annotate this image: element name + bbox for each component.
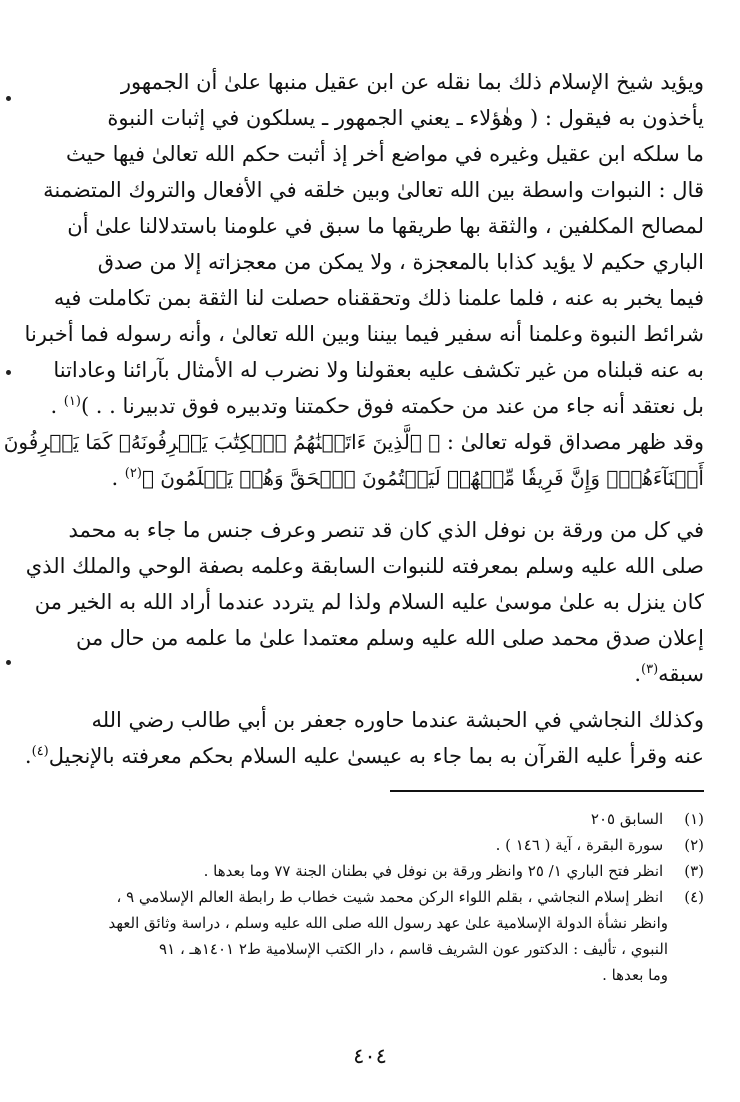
- footnote-3: [72, 858, 704, 884]
- text-line-last: [24, 738, 704, 774]
- footnote-4: [72, 884, 704, 910]
- quran-verse: ﴿ ٱلَّذِينَ ءَاتَيۡنَٰهُمُ ٱلۡكِتَٰبَ يَعۡرِفُونَهُۥ كَمَا يَعۡرِفُونَ: [3, 430, 441, 454]
- text-line: لمصالح المكلفين ، والثقة بها طريقها ما سبق في علومنا باستدلالنا علىٰ أن: [67, 214, 704, 238]
- paragraph-1: [24, 64, 704, 424]
- text-line: كان ينزل به علىٰ موسىٰ عليه السلام ولذا لم يتردد عندما أراد الله به الخير من: [34, 590, 704, 614]
- punctuation: .: [50, 394, 64, 418]
- footnote-number: (٣): [684, 862, 704, 880]
- paragraph-text: سبقه: [658, 662, 704, 686]
- footnotes: [72, 806, 704, 988]
- text-line: يأخذون به فيقول : ( وهٰؤلاء ـ يعني الجمهور ـ يسلكون في إثبات النبوة: [107, 106, 704, 130]
- scan-mark-dot: [6, 370, 11, 375]
- page-number: ٤٠٤: [353, 1044, 387, 1068]
- footnote-4-continuation: النبوي ، تأليف : الدكتور عون الشريف قاسم ، دار الكتب الإسلامية ط٢ ١٤٠١هـ ، ٩١: [159, 940, 668, 958]
- footnote-4-continuation: وانظر نشأة الدولة الإسلامية علىٰ عهد رسول الله صلى الله عليه وسلم ، دراسة وثائق العهد: [108, 914, 668, 932]
- footnote-text: انظر إسلام النجاشي ، بقلم اللواء الركن محمد شيت خطاب ط رابطة العالم الإسلامي ٩ ،: [116, 888, 664, 906]
- text-line: قال : النبوات واسطة بين الله تعالىٰ وبين خلقه في الأفعال والتروك المتضمنة: [43, 178, 704, 202]
- paragraph-3: [25, 512, 704, 692]
- paragraph-text: عنه وقرأ عليه القرآن به بما جاء به عيسىٰ عليه السلام بحكم معرفته بالإنجيل: [48, 744, 704, 768]
- footnote-number: (٢): [684, 836, 704, 854]
- text-line-last: [72, 656, 704, 692]
- quran-verse: أَبۡنَآءَهُمۡۖ وَإِنَّ فَرِيقٗا مِّنۡهُمۡ لَيَكۡتُمُونَ ٱلۡحَقَّ وَهُمۡ يَعۡلَمُونَ ﴾: [141, 466, 704, 490]
- text-line-last: [50, 388, 704, 424]
- footnote-ref-3[interactable]: (٣): [641, 662, 659, 677]
- text-line: وكذلك النجاشي في الحبشة عندما حاوره جعفر بن أبي طالب رضي الله: [91, 708, 704, 732]
- paragraph-4: [24, 702, 704, 774]
- footnote-text: سورة البقرة ، آية ( ١٤٦ ) .: [495, 836, 664, 854]
- text-line: ما سلكه ابن عقيل وغيره في مواضع أخر إذ أثبت حكم الله تعالىٰ فيها حيث: [66, 142, 704, 166]
- punctuation: .: [24, 744, 32, 768]
- punctuation: .: [111, 466, 125, 490]
- verse-intro: وقد ظهر مصداق قوله تعالىٰ :: [440, 430, 704, 454]
- text-line: شرائط النبوة وعلمنا أنه سفير فيما بيننا وبين الله تعالىٰ ، وأنه رسوله فما أخبرنا: [24, 322, 704, 346]
- footnote-ref-4[interactable]: (٤): [31, 744, 49, 759]
- footnote-text: انظر فتح الباري ١/ ٢٥ وانظر ورقة بن نوفل في بطنان الجنة ٧٧ وما بعدها .: [203, 862, 664, 880]
- footnote-number: (١): [684, 810, 704, 828]
- text-line: في كل من ورقة بن نوفل الذي كان قد تنصر وعرف جنس ما جاء به محمد: [68, 518, 704, 542]
- text-line: فيما يخبر به عنه ، فلما علمنا ذلك وتحققناه حصلت لنا الثقة بمن تكاملت فيه: [53, 286, 704, 310]
- footnote-ref-1[interactable]: (١): [63, 394, 81, 409]
- footnote-text: السابق ٢٠٥: [590, 810, 664, 828]
- punctuation: .: [634, 662, 642, 686]
- text-line: صلى الله عليه وسلم بمعرفته للنبوات السابقة وعلمه بصفة الوحي والملك الذي: [25, 554, 704, 578]
- text-line: به عنه قبلناه من غير تكشف عليه بعقولنا ولا نضرب له الأمثال بآرائنا وعاداتنا: [53, 358, 704, 382]
- paragraph-2: [3, 424, 704, 496]
- footnote-ref-2[interactable]: (٢): [124, 466, 142, 481]
- scan-mark-dot: [6, 660, 11, 665]
- footnote-4-continuation: وما بعدها .: [602, 966, 668, 984]
- text-line-last: [72, 460, 704, 496]
- text-line: ويؤيد شيخ الإسلام ذلك بما نقله عن ابن عقيل منبها علىٰ أن الجمهور: [120, 70, 704, 94]
- paragraph-text: بل نعتقد أنه جاء من عند من حكمته فوق حكمتنا وتدبيره فوق تدبيرنا . . ): [80, 394, 704, 418]
- text-line: الباري حكيم لا يؤيد كذابا بالمعجزة ، ولا يمكن من معجزاته إلا من صدق: [97, 250, 704, 274]
- footnote-divider: [390, 790, 704, 792]
- text-line: [3, 424, 704, 460]
- footnote-1: [72, 806, 704, 832]
- text-line: إعلان صدق محمد صلى الله عليه وسلم معتمدا علىٰ ما علمه من حال من: [75, 626, 704, 650]
- footnote-number: (٤): [684, 888, 704, 906]
- footnote-2: [72, 832, 704, 858]
- scan-mark-dot: [6, 96, 11, 101]
